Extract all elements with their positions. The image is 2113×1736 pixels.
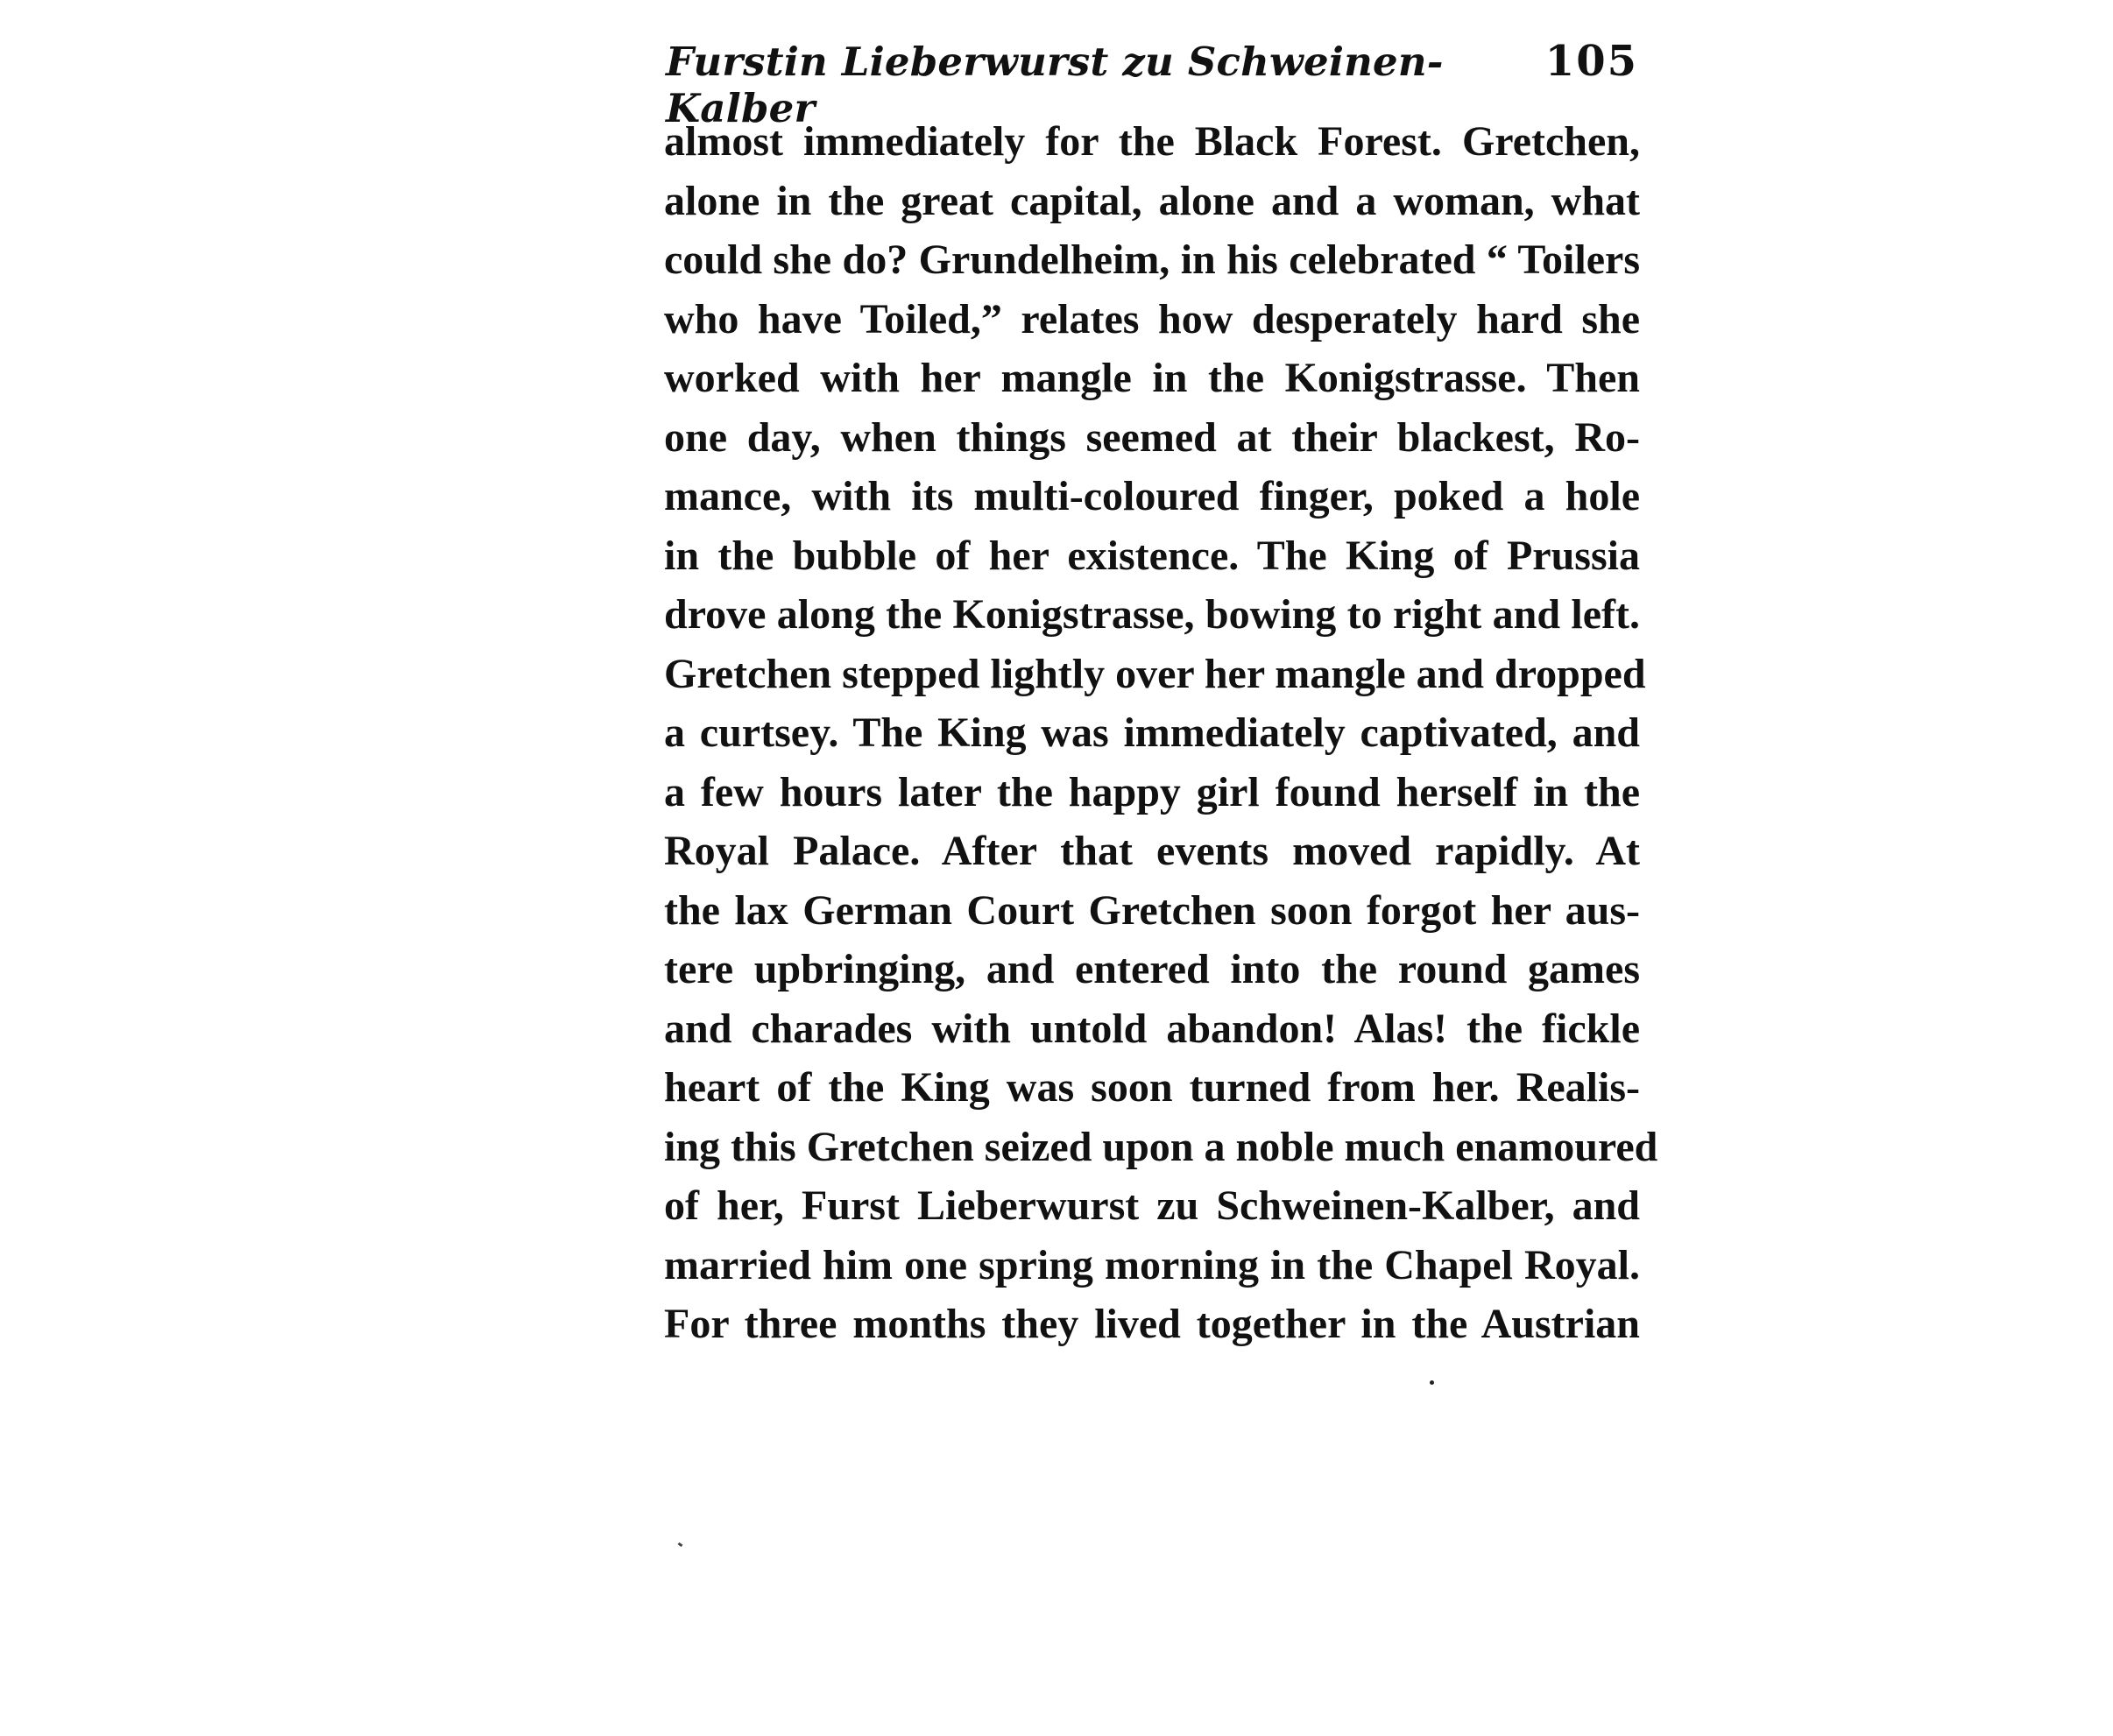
text-line: alone in the great capital, alone and a woman, what bbox=[664, 177, 1640, 224]
body-text bbox=[664, 112, 1658, 1354]
text-line: worked with her mangle in the Konigstrasse. Then bbox=[664, 355, 1640, 401]
text-line: heart of the King was soon turned from her. Realis- bbox=[664, 1064, 1640, 1111]
text-line: a few hours later the happy girl found herself in the bbox=[664, 768, 1640, 815]
ink-speck bbox=[678, 1542, 683, 1547]
text-line: and charades with untold abandon! Alas! the fickle bbox=[664, 1005, 1640, 1052]
text-line: almost immediately for the Black Forest. Gretchen, bbox=[664, 118, 1640, 165]
text-line: drove along the Konigstrasse, bowing to right and left. bbox=[664, 591, 1640, 638]
text-line: married him one spring morning in the Chapel Royal. bbox=[664, 1241, 1640, 1288]
running-title: Furstin Lieberwurst zu Schweinen-Kalber bbox=[666, 39, 1444, 131]
text-line: a curtsey. The King was immediately captivated, and bbox=[664, 709, 1640, 756]
text-line: the lax German Court Gretchen soon forgot her aus- bbox=[664, 886, 1640, 934]
text-line: Royal Palace. After that events moved rapidly. At bbox=[664, 828, 1640, 874]
text-line: For three months they lived together in the Austrian bbox=[664, 1301, 1640, 1347]
text-line: one day, when things seemed at their blackest, Ro- bbox=[664, 413, 1640, 461]
text-line: of her, Furst Lieberwurst zu Schweinen-Kalber, and bbox=[664, 1182, 1640, 1229]
text-line: ing this Gretchen seized upon a noble much enamoured bbox=[664, 1123, 1658, 1170]
ink-speck bbox=[1430, 1380, 1434, 1385]
text-line: who have Toiled,” relates how desperately hard she bbox=[664, 295, 1640, 342]
text-line: Gretchen stepped lightly over her mangle and dropped bbox=[664, 650, 1646, 697]
text-line: could she do? Grundelheim, in his celebrated “ Toilers bbox=[664, 236, 1640, 283]
text-line: in the bubble of her existence. The King of Prussia bbox=[664, 532, 1640, 579]
page-number: 105 bbox=[1544, 37, 1638, 86]
text-line: mance, with its multi-coloured finger, poked a hole bbox=[664, 473, 1640, 519]
running-head bbox=[666, 37, 1638, 131]
text-line: tere upbringing, and entered into the round games bbox=[664, 946, 1640, 992]
